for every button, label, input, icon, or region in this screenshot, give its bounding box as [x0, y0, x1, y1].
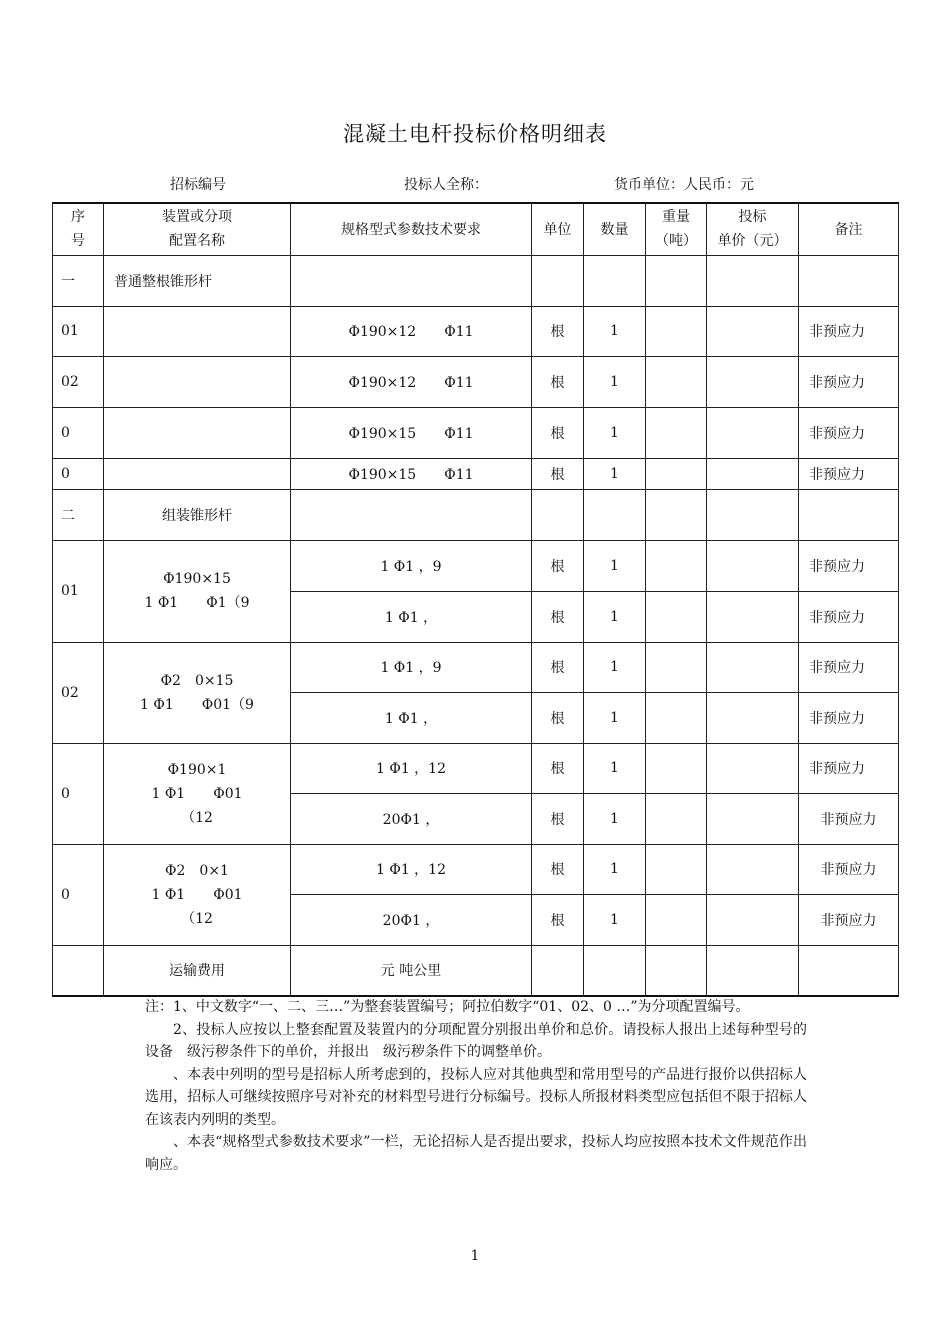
header-unit: 单位: [532, 203, 584, 255]
currency-label: 货币单位：人民币：元: [614, 177, 754, 193]
note-4: 、本表“规格型式参数技术要求”一栏，无论招标人是否提出要求，投标人均应按照本技术文件规范作出响应。: [145, 1134, 807, 1173]
table-row: 01 Φ190×12 Φ11 根 1 非预应力: [53, 306, 899, 356]
price-detail-table: [52, 202, 899, 997]
section-name: 普通整根锥形杆: [104, 255, 291, 306]
note-3: 、本表中列明的型号是招标人所考虑到的，投标人应对其他典型和常用型号的产品进行报价以供招标人选用，招标人可继续按照序号对补充的材料型号进行分标编号。投标人所报材料类型应包括但不限于招标人在该表内列明的类型。: [145, 1066, 807, 1128]
group-config-name: Φ190×1 1 Φ1 Φ01 （12: [104, 743, 291, 844]
table-row: 20Φ1 ， 根 1 非预应力: [53, 894, 899, 945]
note-2: 2、投标人应按以上整套配置及装置内的分项配置分别报出单价和总价。请投标人报出上述每种型号的设备 级污秽条件下的单价，并报出 级污秽条件下的调整单价。: [145, 1021, 807, 1060]
table-row: 20Φ1 ， 根 1 非预应力: [53, 793, 899, 844]
table-row: 0 Φ190×1 1 Φ1 Φ01 （12 1 Φ1 ，12 根 1 非预应力: [53, 743, 899, 793]
section-row: [53, 489, 899, 540]
section-seq: 二: [53, 489, 104, 540]
group-config-name: Φ2 0×1 1 Φ1 Φ01 （12: [104, 844, 291, 945]
table-row: 1 Φ1 ， 根 1 非预应力: [53, 692, 899, 743]
table-row: 1 Φ1 ， 根 1 非预应力: [53, 591, 899, 642]
transport-spec: 元 吨公里: [291, 945, 532, 996]
section-seq: 一: [53, 255, 104, 306]
table-row: 02 Φ2 0×15 1 Φ1 Φ01（9 1 Φ1 ，9 根 1 非预应力: [53, 642, 899, 692]
header-spec: 规格型式参数技术要求: [291, 203, 532, 255]
header-qty: 数量: [584, 203, 646, 255]
bidder-name-label: 投标人全称：: [404, 177, 488, 193]
table-row: 0 Φ2 0×1 1 Φ1 Φ01 （12 1 Φ1 ，12 根 1 非预应力: [53, 844, 899, 894]
table-row: 0 Φ190×15 Φ11 根 1 非预应力: [53, 458, 899, 489]
table-row: 02 Φ190×12 Φ11 根 1 非预应力: [53, 356, 899, 407]
note-1: 注：1、中文数字“一、二、三…”为整套装置编号；阿拉伯数字“01、02、0 …”为分项配置编号。: [145, 999, 750, 1015]
header-seq: 序 号: [53, 203, 104, 255]
transport-row: [53, 945, 899, 996]
bid-number-label: 招标编号: [170, 177, 226, 193]
page-title: 混凝土电杆投标价格明细表: [343, 122, 607, 146]
table-row: 01 Φ190×15 1 Φ1 Φ1（9 1 Φ1 ，9 根 1 非预应力: [53, 540, 899, 591]
page-number: 1: [470, 1248, 480, 1264]
table-row: 0 Φ190×15 Φ11 根 1 非预应力: [53, 407, 899, 458]
table-notes: [145, 996, 807, 1176]
header-price: 投标 单价（元）: [707, 203, 799, 255]
header-name: 装置或分项 配置名称: [104, 203, 291, 255]
header-remark: 备注: [799, 203, 899, 255]
header-weight: 重量 （吨）: [646, 203, 707, 255]
transport-name: 运输费用: [104, 945, 291, 996]
group-config-name: Φ190×15 1 Φ1 Φ1（9: [104, 540, 291, 642]
section-name: 组装锥形杆: [104, 489, 291, 540]
section-row: [53, 255, 899, 306]
table-header-row: [53, 203, 899, 255]
group-config-name: Φ2 0×15 1 Φ1 Φ01（9: [104, 642, 291, 743]
